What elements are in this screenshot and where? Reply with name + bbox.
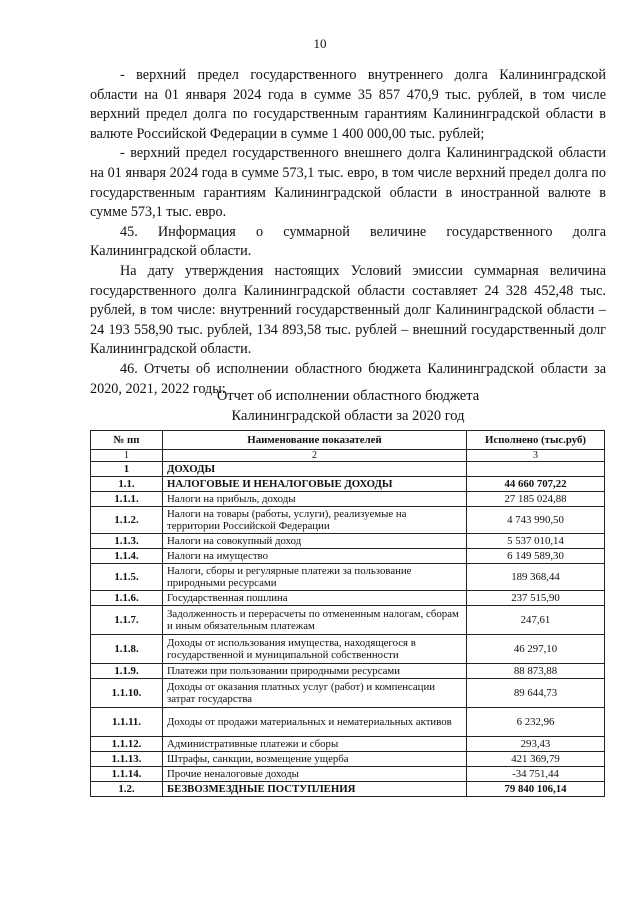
row-value: 6 232,96 [467, 708, 605, 737]
row-name: Налоги на совокупный доход [163, 534, 467, 549]
row-number: 1 [91, 462, 163, 477]
row-value: 189 368,44 [467, 564, 605, 591]
row-name: ДОХОДЫ [163, 462, 467, 477]
row-value: 88 873,88 [467, 664, 605, 679]
page-number: 10 [313, 36, 327, 51]
table-row [91, 507, 605, 534]
row-value: 247,61 [467, 606, 605, 635]
row-number: 1.1. [91, 477, 163, 492]
row-name: Налоги на имущество [163, 549, 467, 564]
row-value: 79 840 106,14 [467, 782, 605, 797]
row-value: 6 149 589,30 [467, 549, 605, 564]
row-name: Доходы от продажи материальных и нематериальных активов [163, 708, 467, 737]
row-number: 1.1.12. [91, 737, 163, 752]
row-number: 1.1.13. [91, 752, 163, 767]
table-row [91, 635, 605, 664]
report-title-line-2: Калининградской области за 2020 год [231, 408, 465, 424]
row-name: Доходы от использования имущества, находящегося в государственной и муниципальной собственности [163, 635, 467, 664]
table-row [91, 664, 605, 679]
row-value: 421 369,79 [467, 752, 605, 767]
col-number-1: 1 [91, 450, 163, 462]
row-name: Платежи при пользовании природными ресурсами [163, 664, 467, 679]
table-row [91, 564, 605, 591]
table-row [91, 534, 605, 549]
table-row [91, 606, 605, 635]
table-row [91, 752, 605, 767]
paragraph-section-45: 45. Информация о суммарной величине государственного долга Калининградской области. [90, 223, 606, 260]
row-value: 293,43 [467, 737, 605, 752]
row-number: 1.2. [91, 782, 163, 797]
row-value: 5 537 010,14 [467, 534, 605, 549]
report-title-line-1: Отчет об исполнении областного бюджета [216, 388, 480, 404]
col-number-3: 3 [467, 450, 605, 462]
row-name: НАЛОГОВЫЕ И НЕНАЛОГОВЫЕ ДОХОДЫ [163, 477, 467, 492]
row-name: Прочие неналоговые доходы [163, 767, 467, 782]
body-text [90, 66, 606, 399]
row-name: Задолженность и перерасчеты по отмененным налогам, сборам и иным обязательным платежам [163, 606, 467, 635]
row-number: 1.1.8. [91, 635, 163, 664]
row-value: 44 660 707,22 [467, 477, 605, 492]
row-number: 1.1.9. [91, 664, 163, 679]
row-name: Штрафы, санкции, возмещение ущерба [163, 752, 467, 767]
table-row [91, 782, 605, 797]
row-number: 1.1.3. [91, 534, 163, 549]
row-value: 27 185 024,88 [467, 492, 605, 507]
row-number: 1.1.5. [91, 564, 163, 591]
table-row [91, 492, 605, 507]
row-number: 1.1.10. [91, 679, 163, 708]
table-row [91, 477, 605, 492]
row-number: 1.1.11. [91, 708, 163, 737]
row-name: Налоги на прибыль, доходы [163, 492, 467, 507]
table-row [91, 737, 605, 752]
table-row [91, 549, 605, 564]
row-value: 237 515,90 [467, 591, 605, 606]
row-name: БЕЗВОЗМЕЗДНЫЕ ПОСТУПЛЕНИЯ [163, 782, 467, 797]
row-value: 4 743 990,50 [467, 507, 605, 534]
table-row [91, 767, 605, 782]
paragraph-debt-total: На дату утверждения настоящих Условий эмиссии суммарная величина государственного долга Калининградской области составляет 24 328 452,48 тыс. рублей, в том числе: внутренний государственный долг Калининградской области – 24 193 558,90 тыс. рублей, 134 893,58 тыс. рублей – внешний государственный долг Калининградской области. [90, 262, 606, 358]
table-row [91, 708, 605, 737]
budget-report-table [90, 430, 605, 797]
header-name: Наименование показателей [163, 431, 467, 450]
paragraph-internal-debt: - верхний предел государственного внутреннего долга Калининградской области на 01 января 2024 года в сумме 35 857 470,9 тыс. рублей, в том числе верхний предел долга по государственным гарантиям Калининградской области в валюте Российской Федерации в сумме 1 400 000,00 тыс. рублей; [90, 67, 606, 142]
row-value: -34 751,44 [467, 767, 605, 782]
row-name: Государственная пошлина [163, 591, 467, 606]
row-value: 89 644,73 [467, 679, 605, 708]
row-value: 46 297,10 [467, 635, 605, 664]
paragraph-section-46: 46. Отчеты об исполнении областного бюджета Калининградской области за 2020, 2021, 2022 годы: [90, 360, 606, 397]
row-name: Налоги на товары (работы, услуги), реализуемые на территории Российской Федерации [163, 507, 467, 534]
row-number: 1.1.2. [91, 507, 163, 534]
row-name: Доходы от оказания платных услуг (работ) и компенсации затрат государства [163, 679, 467, 708]
col-number-2: 2 [163, 450, 467, 462]
row-number: 1.1.7. [91, 606, 163, 635]
table-row [91, 679, 605, 708]
row-number: 1.1.6. [91, 591, 163, 606]
header-num: № пп [91, 431, 163, 450]
header-value: Исполнено (тыс.руб) [467, 431, 605, 450]
row-number: 1.1.14. [91, 767, 163, 782]
report-title [90, 386, 606, 426]
row-value [467, 462, 605, 477]
table-row [91, 591, 605, 606]
row-number: 1.1.1. [91, 492, 163, 507]
row-name: Административные платежи и сборы [163, 737, 467, 752]
table-row [91, 462, 605, 477]
row-name: Налоги, сборы и регулярные платежи за пользование природными ресурсами [163, 564, 467, 591]
row-number: 1.1.4. [91, 549, 163, 564]
paragraph-external-debt: - верхний предел государственного внешнего долга Калининградской области на 01 января 2024 года в сумме 573,1 тыс. евро, в том числе верхний предел долга по государственным гарантиям Калининградской области в иностранной валюте в сумме 573,1 тыс. евро. [90, 145, 606, 221]
